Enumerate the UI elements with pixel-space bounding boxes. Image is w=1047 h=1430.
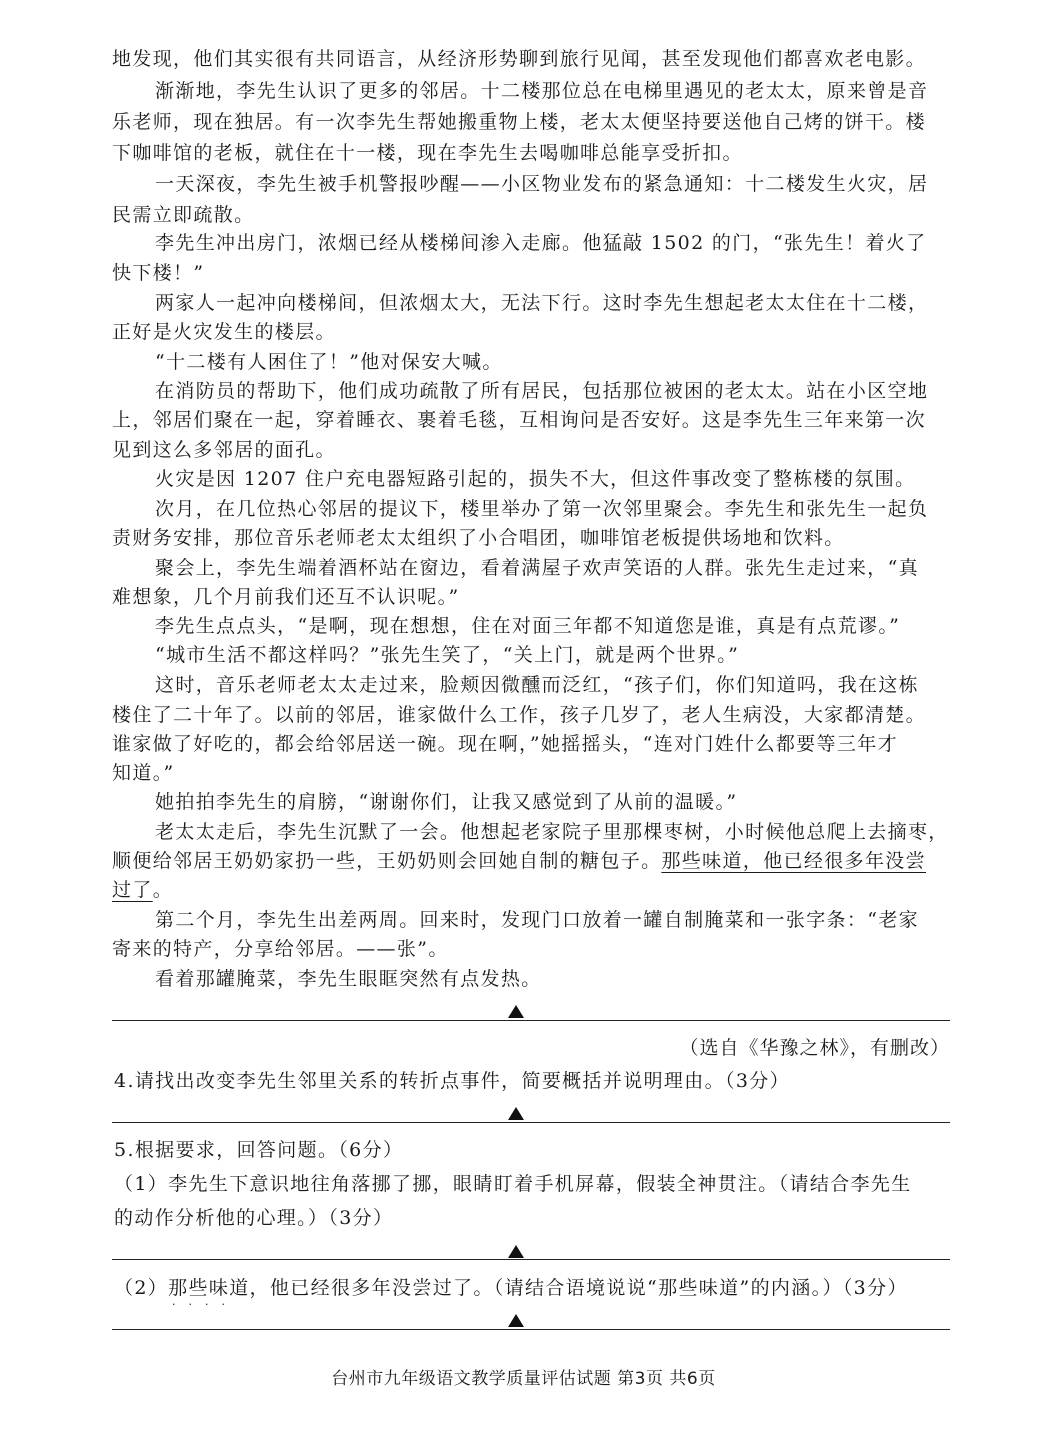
story-line: 乐老师，现在独居。有一次李先生帮她搬重物上楼，老太太便坚持要送他自己烤的饼干。楼 [112, 111, 927, 133]
answer-line[interactable] [112, 1020, 950, 1021]
answer-line-q4[interactable] [112, 1122, 950, 1123]
answer-marker-icon [508, 1245, 524, 1258]
story-line: “城市生活不都这样吗？”张先生笑了，“关上门，就是两个世界。” [155, 644, 740, 666]
answer-marker-icon [508, 1005, 524, 1018]
question-5: 5.根据要求，回答问题。（6分） [114, 1139, 404, 1161]
story-line-text: 顺便给邻居王奶奶家扔一些，王奶奶则会回她自制的糖包子。 [112, 850, 662, 872]
answer-line-q5-2[interactable] [112, 1329, 950, 1330]
story-line-text: 。 [152, 879, 174, 901]
story-line: 两家人一起冲向楼梯间，但浓烟太大，无法下行。这时李先生想起老太太住在十二楼， [155, 292, 929, 314]
question-5-1: （1）李先生下意识地往角落挪了挪，眼睛盯着手机屏幕，假装全神贯注。（请结合李先生 [114, 1173, 912, 1195]
story-line: 次月，在几位热心邻居的提议下，楼里举办了第一次邻里聚会。李先生和张先生一起负 [155, 498, 929, 520]
underlined-sentence-end: 过了 [112, 879, 153, 901]
story-line: 正好是火灾发生的楼层。 [112, 321, 336, 343]
answer-marker-icon [508, 1107, 524, 1120]
story-line: 见到这么多邻居的面孔。 [112, 439, 336, 461]
answer-marker-icon [508, 1314, 524, 1327]
story-line: 上，邻居们聚在一起，穿着睡衣、裹着毛毯，互相询问是否安好。这是李先生三年来第一次 [112, 409, 927, 431]
story-line: 责财务安排，那位音乐老师老太太组织了小合唱团，咖啡馆老板提供场地和饮料。 [112, 527, 845, 549]
story-line: 下咖啡馆的老板，就住在十一楼，现在李先生去喝咖啡总能享受折扣。 [112, 142, 743, 164]
story-line: 快下楼！” [112, 262, 205, 284]
source-citation: （选自《华豫之林》，有删改） [679, 1037, 950, 1059]
story-line: 地发现，他们其实很有共同语言，从经济形势聊到旅行见闻，甚至发现他们都喜欢老电影。 [112, 48, 927, 70]
question-4: 4.请找出改变李先生邻里关系的转折点事件，简要概括并说明理由。（3分） [114, 1070, 790, 1092]
question-5-2: （2）那些味道，他已经很多年没尝过了。（请结合语境说说“那些味道”的内涵。）（3分） [114, 1277, 908, 1299]
story-line: 在消防员的帮助下，他们成功疏散了所有居民，包括那位被困的老太太。站在小区空地 [155, 380, 929, 402]
story-line: 她拍拍李先生的肩膀，“谢谢你们，让我又感觉到了从前的温暖。” [155, 791, 738, 813]
story-line: 楼住了二十年了。以前的邻居，谁家做什么工作，孩子几岁了，老人生病没，大家都清楚。 [112, 704, 927, 726]
story-line: 一天深夜，李先生被手机警报吵醒——小区物业发布的紧急通知：十二楼发生火灾，居 [155, 173, 929, 195]
story-line: 看着那罐腌菜，李先生眼眶突然有点发热。 [155, 968, 542, 990]
story-line: 李先生冲出房门，浓烟已经从楼梯间渗入走廊。他猛敲 1502 的门，“张先生！着火了 [155, 232, 927, 254]
emphasis-dots: ···· [172, 1298, 238, 1311]
story-line: “十二楼有人困住了！”他对保安大喊。 [155, 351, 503, 373]
story-line: 李先生点点头，“是啊，现在想想，住在对面三年都不知道您是谁，真是有点荒谬。” [155, 615, 901, 637]
story-line: 寄来的特产，分享给邻居。——张”。 [112, 938, 449, 960]
story-line: 火灾是因 1207 住户充电器短路引起的，损失不大，但这件事改变了整栋楼的氛围。 [155, 468, 916, 490]
story-line: 老太太走后，李先生沉默了一会。他想起老家院子里那棵枣树，小时候他总爬上去摘枣， [155, 821, 949, 843]
story-line: 渐渐地，李先生认识了更多的邻居。十二楼那位总在电梯里遇见的老太太，原来曾是音 [155, 80, 929, 102]
page-footer: 台州市九年级语文教学质量评估试题 第3页 共6页 [331, 1369, 716, 1389]
answer-line-q5-1[interactable] [112, 1259, 950, 1260]
story-line: 民需立即疏散。 [112, 204, 255, 226]
story-line: 第二个月，李先生出差两周。回来时，发现门口放着一罐自制腌菜和一张字条：“老家 [155, 909, 920, 931]
story-line: 难想象，几个月前我们还互不认识呢。” [112, 586, 460, 608]
underlined-sentence: 那些味道，他已经很多年没尝 [661, 850, 927, 872]
story-line: 聚会上，李先生端着酒杯站在窗边，看着满屋子欢声笑语的人群。张先生走过来，“真 [155, 557, 920, 579]
story-line: 谁家做了好吃的，都会给邻居送一碗。现在啊，”她摇摇头，“连对门姓什么都要等三年才 [112, 733, 898, 755]
story-line [112, 846, 962, 876]
story-line: 这时，音乐老师老太太走过来，脸颊因微醺而泛红，“孩子们，你们知道吗，我在这栋 [155, 674, 920, 696]
story-line [112, 875, 962, 905]
story-line: 知道。” [112, 762, 175, 784]
question-5-1-cont: 的动作分析他的心理。）（3分） [114, 1207, 394, 1229]
